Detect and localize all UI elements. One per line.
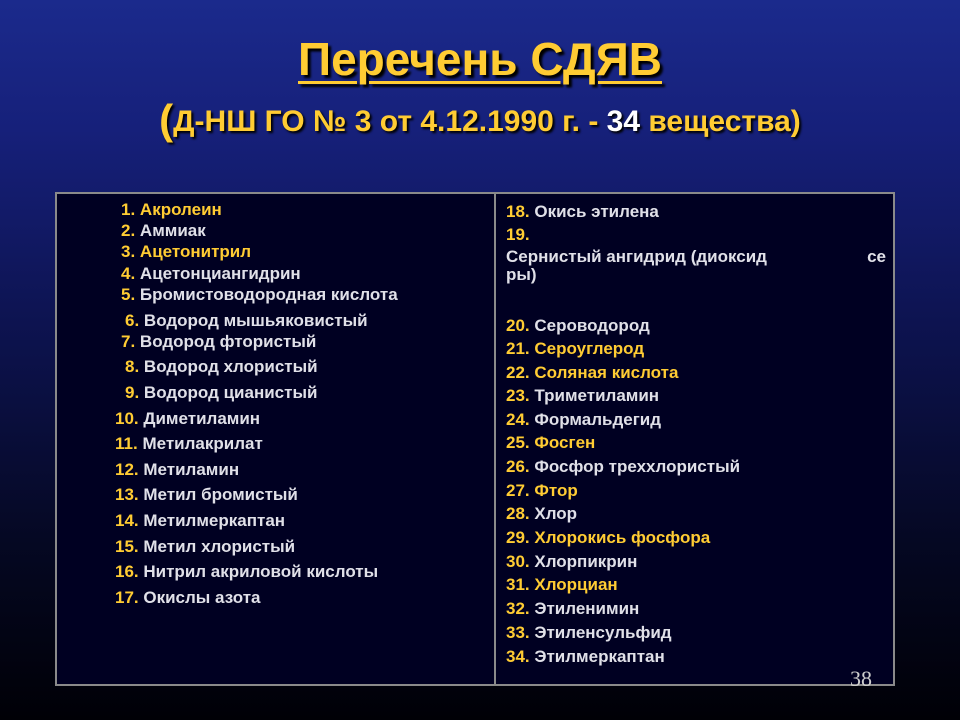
list-item: 23. Триметиламин — [506, 386, 660, 405]
list-item: 1. Акролеин — [121, 200, 222, 219]
list-item: 8. Водород хлористый — [125, 357, 318, 376]
list-item: 33. Этиленсульфид — [506, 623, 672, 642]
list-item: 17. Окислы азота — [115, 588, 261, 607]
list-item: 12. Метиламин — [115, 460, 240, 479]
list-item: 34. Этилмеркаптан — [506, 647, 665, 666]
list-item: 16. Нитрил акриловой кислоты — [115, 562, 379, 581]
list-item: 10. Диметиламин — [115, 409, 261, 428]
list-item: 6. Водород мышьяковистый — [125, 311, 368, 330]
page-title: Перечень СДЯВ — [298, 33, 662, 85]
page-number: 38 — [850, 666, 872, 691]
subtitle-text-after: вещества) — [640, 105, 801, 138]
list-item-19-text: Сернистый ангидрид (диоксид се ры) — [506, 247, 886, 284]
list-item: 31. Хлорциан — [506, 575, 618, 594]
list-item: 5. Бромистоводородная кислота — [121, 285, 398, 304]
list-item: 11. Метилакрилат — [115, 434, 263, 453]
list-item: 15. Метил хлористый — [115, 537, 296, 556]
list-item: 27. Фтор — [506, 481, 578, 500]
list-item: 25. Фосген — [506, 433, 596, 452]
list-item: 14. Метилмеркаптан — [115, 511, 286, 530]
list-item: 20. Сероводород — [506, 316, 650, 335]
list-item: 26. Фосфор треххлористый — [506, 457, 741, 476]
list-item: 22. Соляная кислота — [506, 363, 679, 382]
list-item: 9. Водород цианистый — [125, 383, 318, 402]
list-item: 28. Хлор — [506, 504, 578, 523]
list-item: 7. Водород фтористый — [121, 332, 317, 351]
column-divider — [494, 192, 496, 686]
list-item: 18. Окись этилена — [506, 202, 659, 221]
list-item: 21. Сероуглерод — [506, 339, 645, 358]
list-item: 29. Хлорокись фосфора — [506, 528, 711, 547]
list-item: 32. Этиленимин — [506, 599, 640, 618]
page-subtitle — [0, 96, 960, 144]
list-item: 3. Ацетонитрил — [121, 242, 252, 261]
list-item: 4. Ацетонциангидрин — [121, 264, 301, 283]
list-item: 19. — [506, 225, 530, 244]
substance-count: 34 — [606, 105, 641, 138]
subtitle-text-before: Д-НШ ГО № 3 от 4.12.1990 г. - — [173, 105, 607, 138]
list-item: 30. Хлорпикрин — [506, 552, 638, 571]
list-item: 2. Аммиак — [121, 221, 206, 240]
list-item: 13. Метил бромистый — [115, 485, 298, 504]
subtitle-paren: ( — [159, 96, 174, 143]
list-item: 24. Формальдегид — [506, 410, 662, 429]
